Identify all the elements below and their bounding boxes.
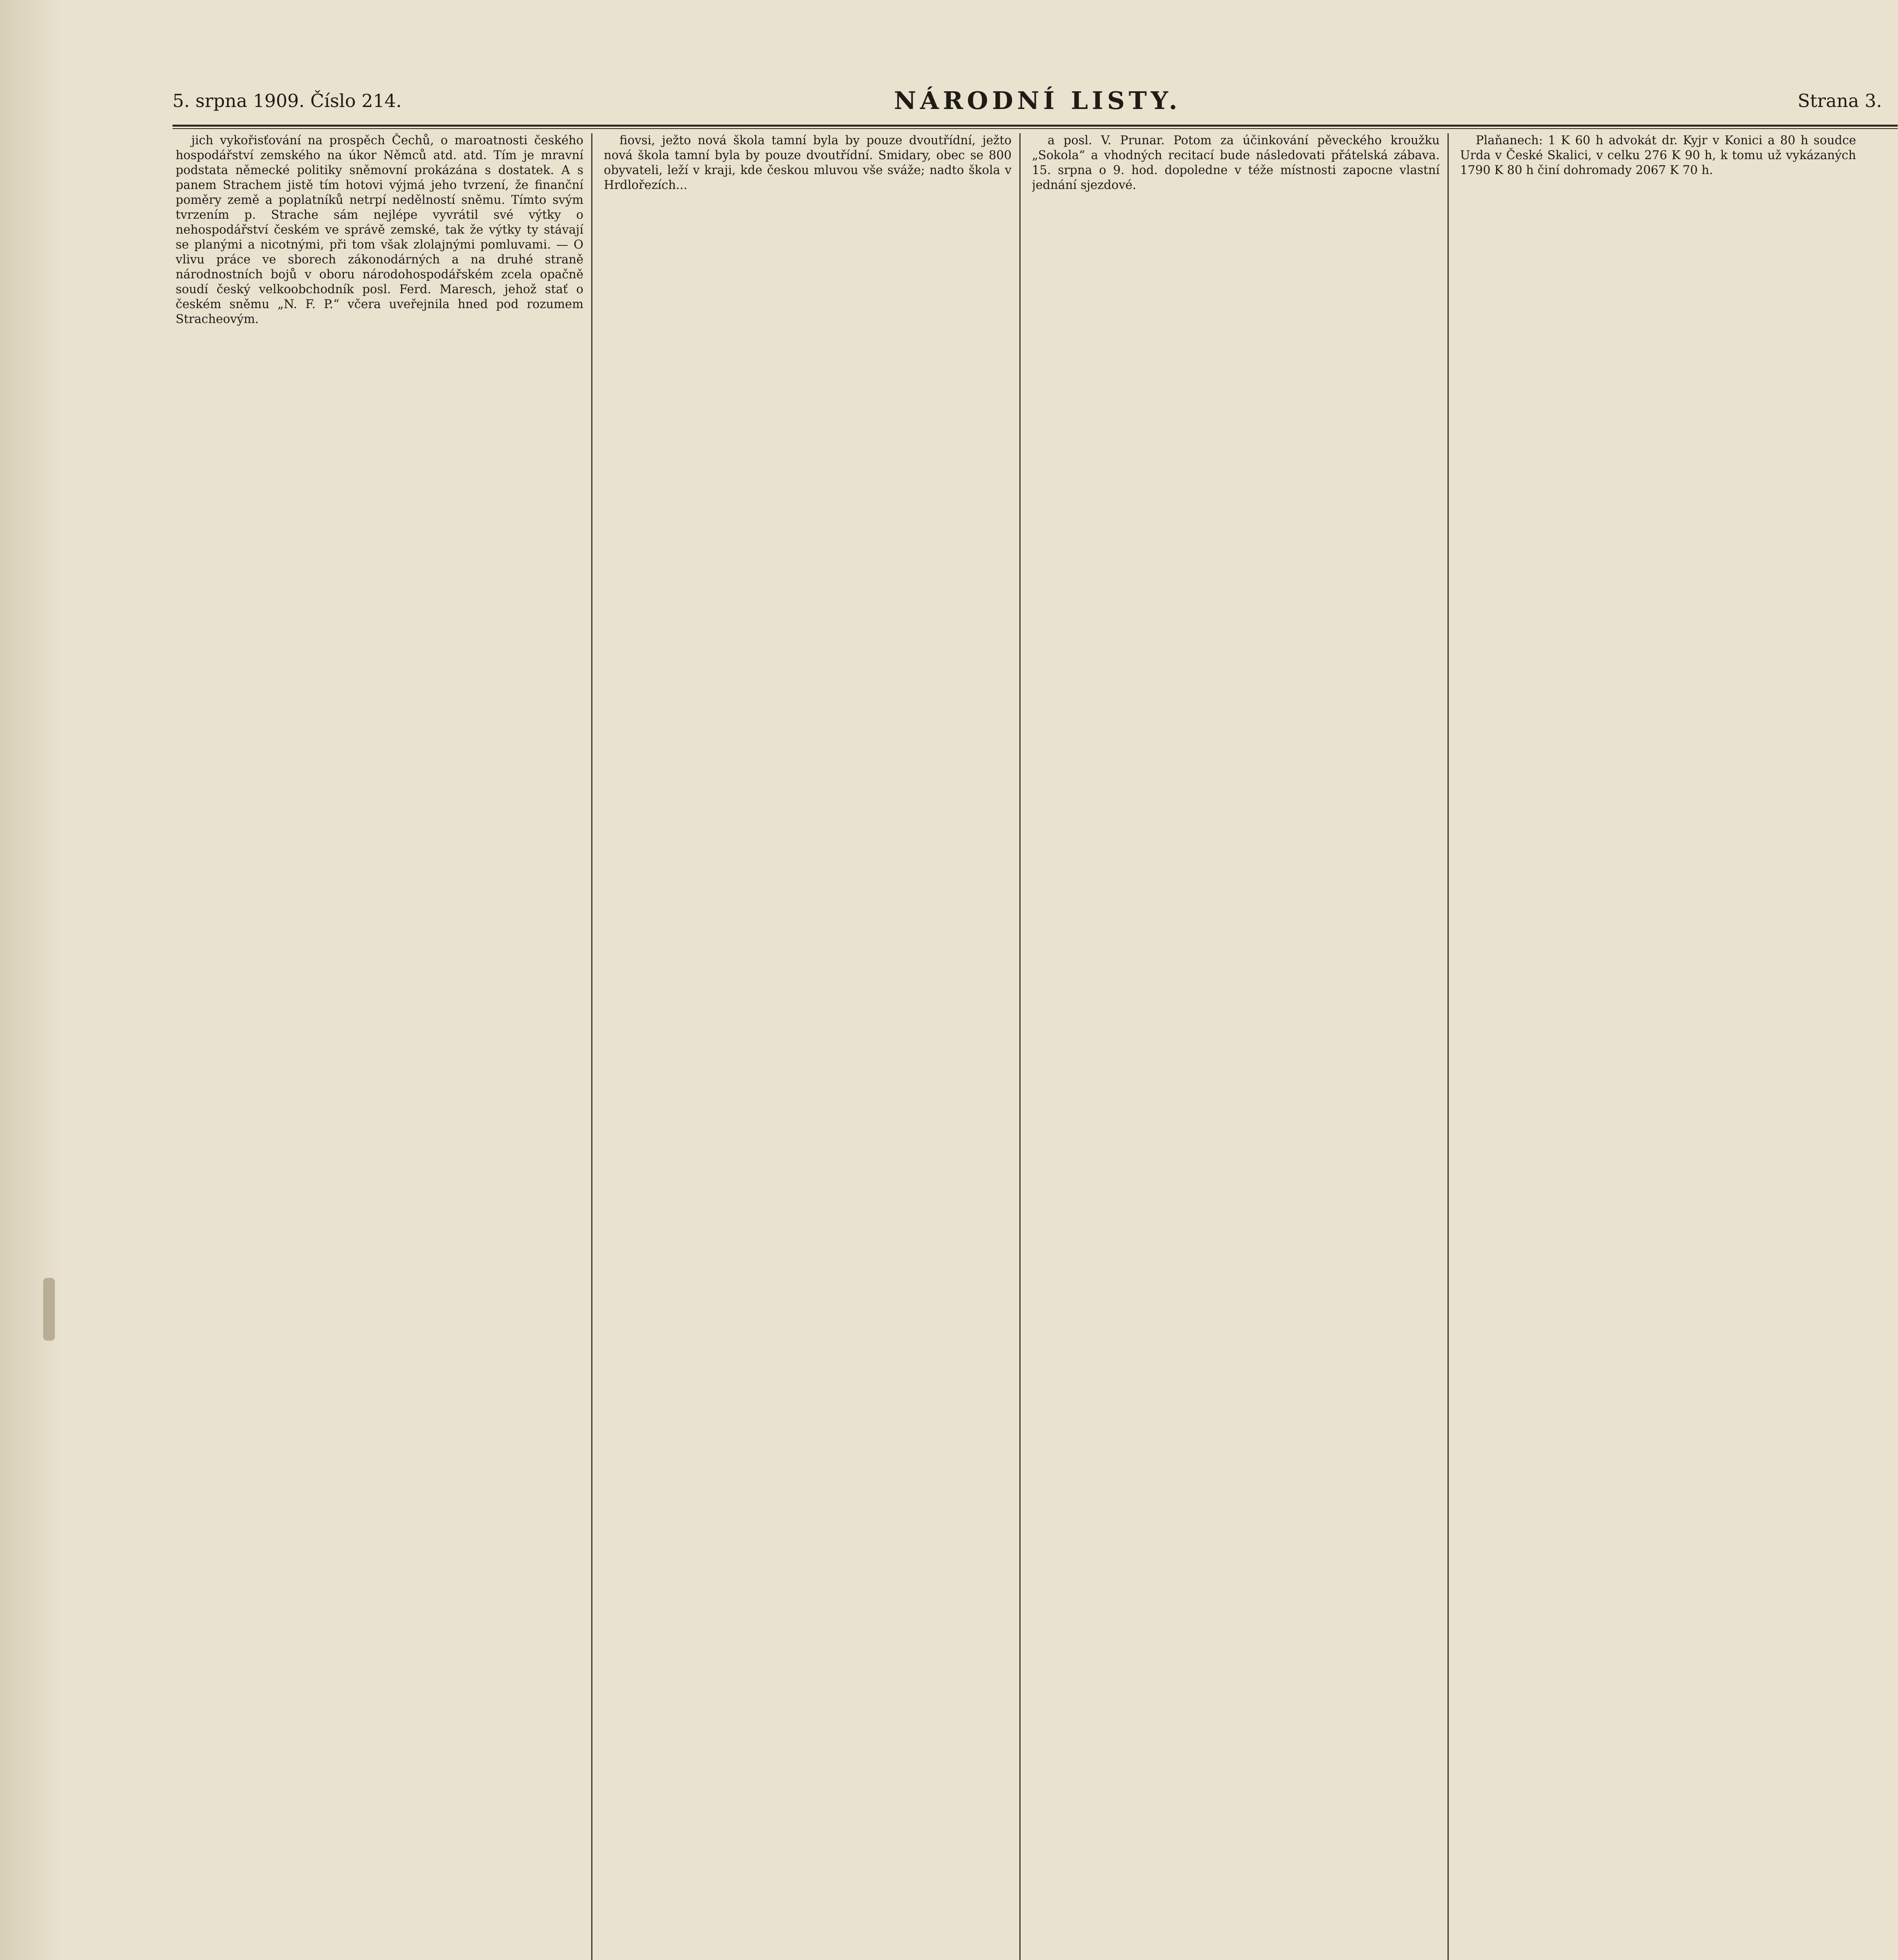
column-1: [176, 133, 583, 1960]
article-paragraph: [176, 133, 583, 327]
column-2: [604, 133, 1012, 1960]
issue-date: 5. srpna 1909. Číslo 214.: [173, 90, 402, 111]
header-rule-thin: [173, 128, 1898, 129]
column-divider: [591, 133, 592, 1960]
column-4: [1460, 133, 1856, 1960]
page-edge-shadow: [0, 0, 63, 1960]
article-text: jich vykořisťování na prospěch Čechů, o maroatnosti českého hospodářství zemského na úkor Němců atd. atd. Tím je mravní podstata německé politiky sněmovní prokázána s dostatek. A s panem Strachem jistě tím hotovi výjmá jeho tvrzení, že finanční poměry země a poplatníků netrpí nedělností sněmu. Tímto svým tvrzením p. Strache sám nejlépe vyvrátil své výtky o nehospodářství českém ve správě zemské, tak že výtky ty stávají se planými a nicotnými, při tom však zlolajnými pomluvami. — O vlivu práce ve sborech zákonodárných a na druhé straně národnostních bojů v oboru národohospodářském zcela opačně soudí český velkoobchodník posl. Ferd. Maresch, jehož stať o českém sněmu „N. F. P.“ včera uveřejnila hned pod rozumem Stracheovým.: [176, 134, 583, 326]
article-text: fiovsi, ježto nová škola tamní byla by pouze dvoutřídní, ježto nová škola tamní byla by pouze dvoutřídní. Smidary, obec se 800 obyvateli, leží v kraji, kde českou mluvou vše sváže; nadto škola v Hrdlořezích...: [604, 134, 1012, 192]
binding-mark: [43, 1278, 55, 1341]
column-divider: [1448, 133, 1449, 1960]
article-paragraph: [1032, 133, 1440, 193]
article-paragraph: [1460, 133, 1856, 178]
article-text: a posl. V. Prunar. Potom za účinkování pěveckého kroužku „Sokola“ a vhodných recitací bude následovati přátelská zábava. 15. srpna o 9. hod. dopoledne v téže místnosti zapocne vlastní jednání sjezdové.: [1032, 134, 1440, 192]
page-header: [173, 86, 1898, 122]
article-paragraph: [604, 133, 1012, 193]
page-number: Strana 3.: [1798, 90, 1882, 111]
column-divider: [1019, 133, 1021, 1960]
column-3: [1032, 133, 1440, 1960]
header-rule: [173, 125, 1898, 127]
article-text: Plaňanech: 1 K 60 h advokát dr. Kyjr v Konici a 80 h soudce Urda v České Skalici, v celku 276 K 90 h, k tomu už vykázaných 1790 K 80 h činí dohromady 2067 K 70 h.: [1460, 134, 1856, 177]
masthead-title: NÁRODNÍ LISTY.: [894, 86, 1181, 115]
